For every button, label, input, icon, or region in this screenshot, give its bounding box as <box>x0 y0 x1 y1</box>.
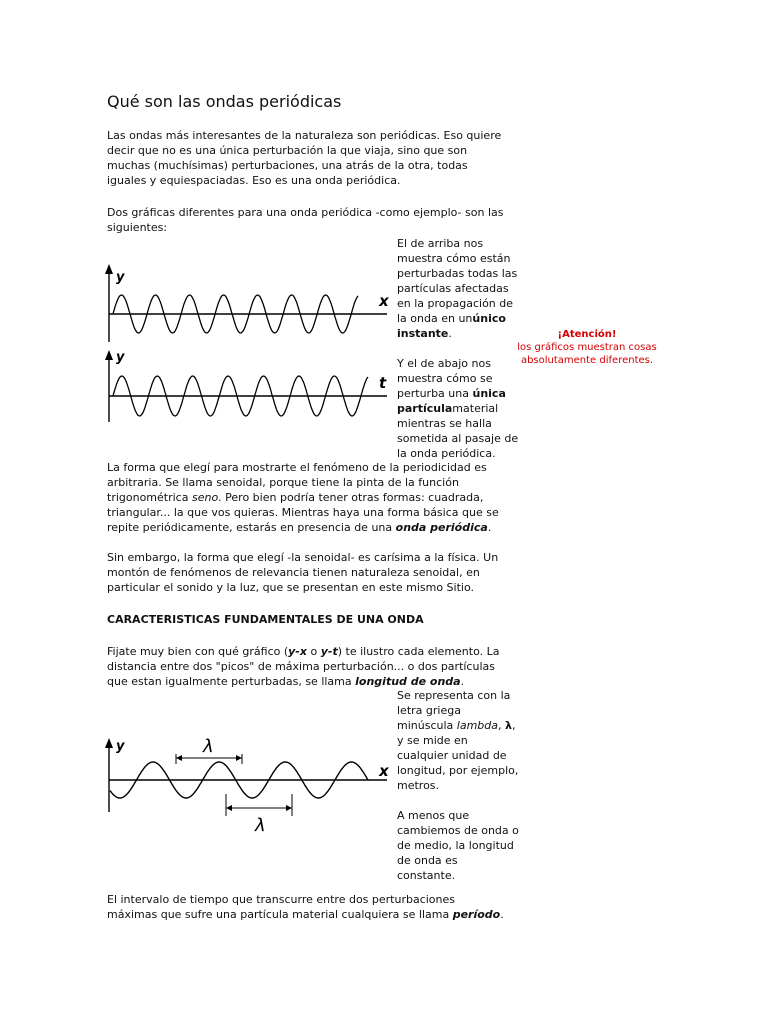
top-graph-description: El de arriba nos muestra cómo están perturbadas todas las partículas afectadas en la propagación de la onda en unúnico instante. <box>397 237 518 340</box>
lambda-bottom-symbol: λ <box>255 815 266 836</box>
bottom-graph-description: Y el de abajo nos muestra cómo se perturba una única partículamaterial mientras se halla sometida al pasaje de la onda periódica. <box>397 357 519 460</box>
attention-title: ¡Atención! <box>557 329 617 340</box>
graph-y-arrow <box>105 350 113 360</box>
constant-description: A menos que cambiemos de onda o de medio, la longitud de onda es constante. <box>397 809 519 882</box>
arrow-right <box>286 805 292 811</box>
graph-y-arrow <box>105 738 113 748</box>
fijate-paragraph: Fijate muy bien con qué gráfico (y-x o y-t) te ilustro cada elemento. La distancia entre dos "picos" de máxima perturbación... o dos partículas que estan igualmente perturbadas, se llama longitud de onda. <box>107 645 500 688</box>
arrow-right <box>236 755 242 761</box>
form-paragraph: La forma que elegí para mostrarte el fenómeno de la periodicidad es arbitraria. Se llama senoidal, porque tiene la pinta de la función trigonométrica seno. Pero bien podría tener otras formas: cuadrada, triangular... la que vos quieras. Mientras haya una forma básica que se repite periódicamente, estarás en presencia de una onda periódica. <box>107 461 499 534</box>
arrow-left <box>226 805 232 811</box>
lambda-description: Se representa con la letra griega minúscula lambda, λ, y se mide en cualquier unidad de longitud, por ejemplo, metros. <box>397 689 519 792</box>
arrow-left <box>176 755 182 761</box>
page-title: Qué son las ondas periódicas <box>107 92 342 111</box>
lambda-top-symbol: λ <box>203 736 214 757</box>
section-heading: CARACTERISTICAS FUNDAMENTALES DE UNA ONDA <box>107 613 424 626</box>
graph-y-label: y <box>116 270 125 285</box>
graph-x-label: x <box>379 292 389 310</box>
graph-y-label: y <box>116 739 125 754</box>
wave-graph-yt <box>100 348 395 424</box>
intro-paragraph: Las ondas más interesantes de la naturaleza son periódicas. Eso quiere decir que no es una única perturbación la que viaja, sino que son muchas (muchísimas) perturbaciones, una atrás de la otra, todas iguales y equiespaciadas. Eso es una onda periódica. <box>107 129 502 187</box>
graph-y-arrow <box>105 264 113 274</box>
graph-x-label: x <box>379 762 389 780</box>
wavelength-graph <box>100 736 395 842</box>
attention-text: los gráficos muestran cosas absolutamente diferentes. <box>517 342 657 366</box>
wave-graph-yx <box>100 262 395 344</box>
periodo-paragraph: El intervalo de tiempo que transcurre entre dos perturbaciones máximas que sufre una partícula material cualquiera se llama período. <box>107 893 504 921</box>
attention-note <box>516 328 658 367</box>
graph-y-label: y <box>116 350 125 365</box>
graph-t-label: t <box>379 374 387 392</box>
two-graphs-paragraph: Dos gráficas diferentes para una onda periódica -como ejemplo- son las siguientes: <box>107 206 504 234</box>
sin-embargo-paragraph: Sin embargo, la forma que elegí -la senoidal- es carísima a la física. Un montón de fenómenos de relevancia tienen naturaleza senoidal, en particular el sonido y la luz, que se presentan en este mismo Sitio. <box>107 551 499 594</box>
